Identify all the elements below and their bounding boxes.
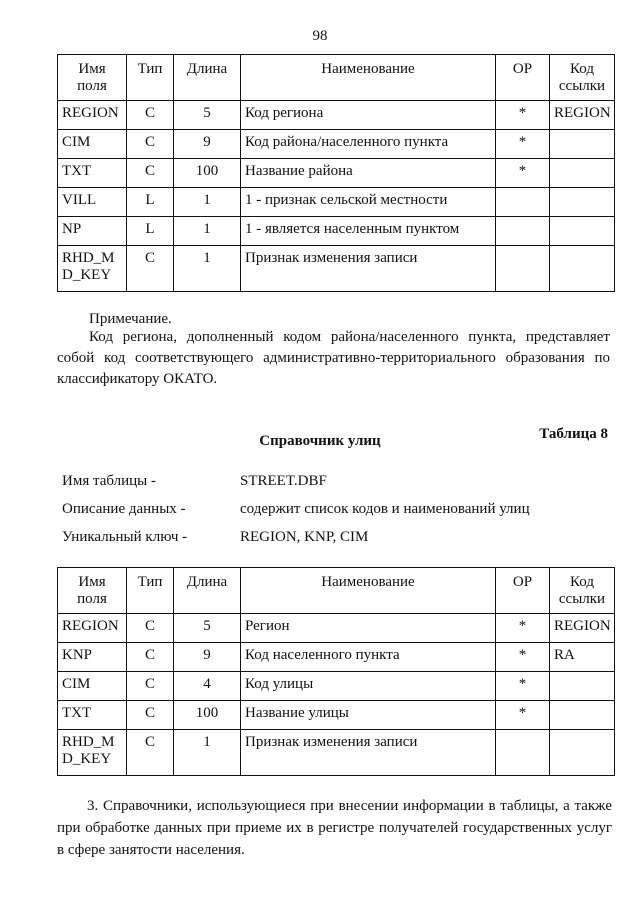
cell-field-name: CIM	[58, 130, 127, 159]
note-title: Примечание.	[89, 311, 172, 327]
cell-field-name: TXT	[58, 701, 127, 730]
cell-type: C	[127, 730, 174, 776]
cell-type: C	[127, 614, 174, 643]
table-row	[58, 643, 615, 672]
cell-type: L	[127, 217, 174, 246]
cell-type: C	[127, 701, 174, 730]
cell-name: Код района/населенного пункта	[241, 130, 496, 159]
cell-name: Регион	[241, 614, 496, 643]
meta-value-table-name: STREET.DBF	[240, 473, 327, 489]
fields-table-2	[57, 567, 615, 776]
cell-type: C	[127, 643, 174, 672]
fields-table-1	[57, 54, 615, 292]
table-row	[58, 101, 615, 130]
cell-ref-code	[550, 246, 615, 292]
meta-value-unique-key: REGION, KNP, CIM	[240, 529, 369, 545]
table-row	[58, 188, 615, 217]
cell-op	[496, 217, 550, 246]
cell-length: 9	[174, 130, 241, 159]
header-ref-code: Код ссылки	[550, 568, 615, 614]
cell-op	[496, 188, 550, 217]
cell-ref-code	[550, 672, 615, 701]
header-length: Длина	[174, 55, 241, 101]
header-name: Наименование	[241, 55, 496, 101]
note-text: Код региона, дополненный кодом района/населенного пункта, представляет собой код соответствующего административно-территориального образования по классификатору ОКАТО.	[57, 329, 610, 387]
meta-label-unique-key: Уникальный ключ -	[62, 529, 188, 545]
cell-field-name: RHD_M D_KEY	[58, 730, 127, 776]
cell-name: 1 - признак сельской местности	[241, 188, 496, 217]
cell-field-name: CIM	[58, 672, 127, 701]
cell-length: 100	[174, 701, 241, 730]
cell-op: *	[496, 130, 550, 159]
cell-ref-code	[550, 188, 615, 217]
cell-ref-code: REGION	[550, 614, 615, 643]
table-row	[58, 730, 615, 776]
cell-ref-code	[550, 701, 615, 730]
cell-op	[496, 246, 550, 292]
table-label: Таблица 8	[539, 426, 608, 442]
meta-label-description: Описание данных -	[62, 501, 186, 517]
cell-type: C	[127, 159, 174, 188]
table-row	[58, 701, 615, 730]
table-row	[58, 130, 615, 159]
cell-op	[496, 730, 550, 776]
table-row	[58, 672, 615, 701]
header-op: ОР	[496, 55, 550, 101]
table-row	[58, 217, 615, 246]
cell-field-name: REGION	[58, 101, 127, 130]
cell-field-name: VILL	[58, 188, 127, 217]
cell-op: *	[496, 643, 550, 672]
cell-type: L	[127, 188, 174, 217]
cell-ref-code	[550, 217, 615, 246]
header-field-name: Имя поля	[58, 55, 127, 101]
cell-type: C	[127, 672, 174, 701]
cell-field-name: REGION	[58, 614, 127, 643]
cell-length: 9	[174, 643, 241, 672]
table-row	[58, 159, 615, 188]
cell-length: 1	[174, 217, 241, 246]
cell-op: *	[496, 101, 550, 130]
cell-length: 1	[174, 246, 241, 292]
table-row	[58, 614, 615, 643]
cell-op: *	[496, 159, 550, 188]
cell-field-name: NP	[58, 217, 127, 246]
cell-length: 5	[174, 101, 241, 130]
header-type: Тип	[127, 568, 174, 614]
cell-type: C	[127, 246, 174, 292]
cell-name: 1 - является населенным пунктом	[241, 217, 496, 246]
header-op: ОР	[496, 568, 550, 614]
table-row	[58, 246, 615, 292]
cell-type: C	[127, 101, 174, 130]
final-paragraph: 3. Справочники, использующиеся при внесении информации в таблицы, а также при обработке данных при приеме их в регистре получателей государственных услуг в сфере занятости населения.	[57, 798, 612, 858]
cell-name: Код населенного пункта	[241, 643, 496, 672]
cell-length: 4	[174, 672, 241, 701]
cell-ref-code	[550, 730, 615, 776]
cell-type: C	[127, 130, 174, 159]
header-ref-code: Код ссылки	[550, 55, 615, 101]
cell-length: 5	[174, 614, 241, 643]
cell-ref-code	[550, 130, 615, 159]
cell-field-name: KNP	[58, 643, 127, 672]
cell-op: *	[496, 614, 550, 643]
cell-name: Код региона	[241, 101, 496, 130]
cell-ref-code: REGION	[550, 101, 615, 130]
cell-length: 100	[174, 159, 241, 188]
meta-label-table-name: Имя таблицы -	[62, 473, 156, 489]
header-type: Тип	[127, 55, 174, 101]
page-number: 98	[312, 28, 328, 44]
cell-op: *	[496, 701, 550, 730]
cell-op: *	[496, 672, 550, 701]
cell-length: 1	[174, 188, 241, 217]
cell-name: Признак изменения записи	[241, 246, 496, 292]
cell-field-name: RHD_M D_KEY	[58, 246, 127, 292]
cell-ref-code: RA	[550, 643, 615, 672]
header-field-name: Имя поля	[58, 568, 127, 614]
cell-field-name: TXT	[58, 159, 127, 188]
meta-value-description: содержит список кодов и наименований улиц	[240, 501, 530, 517]
cell-name: Название улицы	[241, 701, 496, 730]
header-name: Наименование	[241, 568, 496, 614]
cell-name: Признак изменения записи	[241, 730, 496, 776]
cell-length: 1	[174, 730, 241, 776]
cell-name: Код улицы	[241, 672, 496, 701]
header-length: Длина	[174, 568, 241, 614]
table-title: Справочник улиц	[259, 433, 381, 449]
cell-name: Название района	[241, 159, 496, 188]
cell-ref-code	[550, 159, 615, 188]
